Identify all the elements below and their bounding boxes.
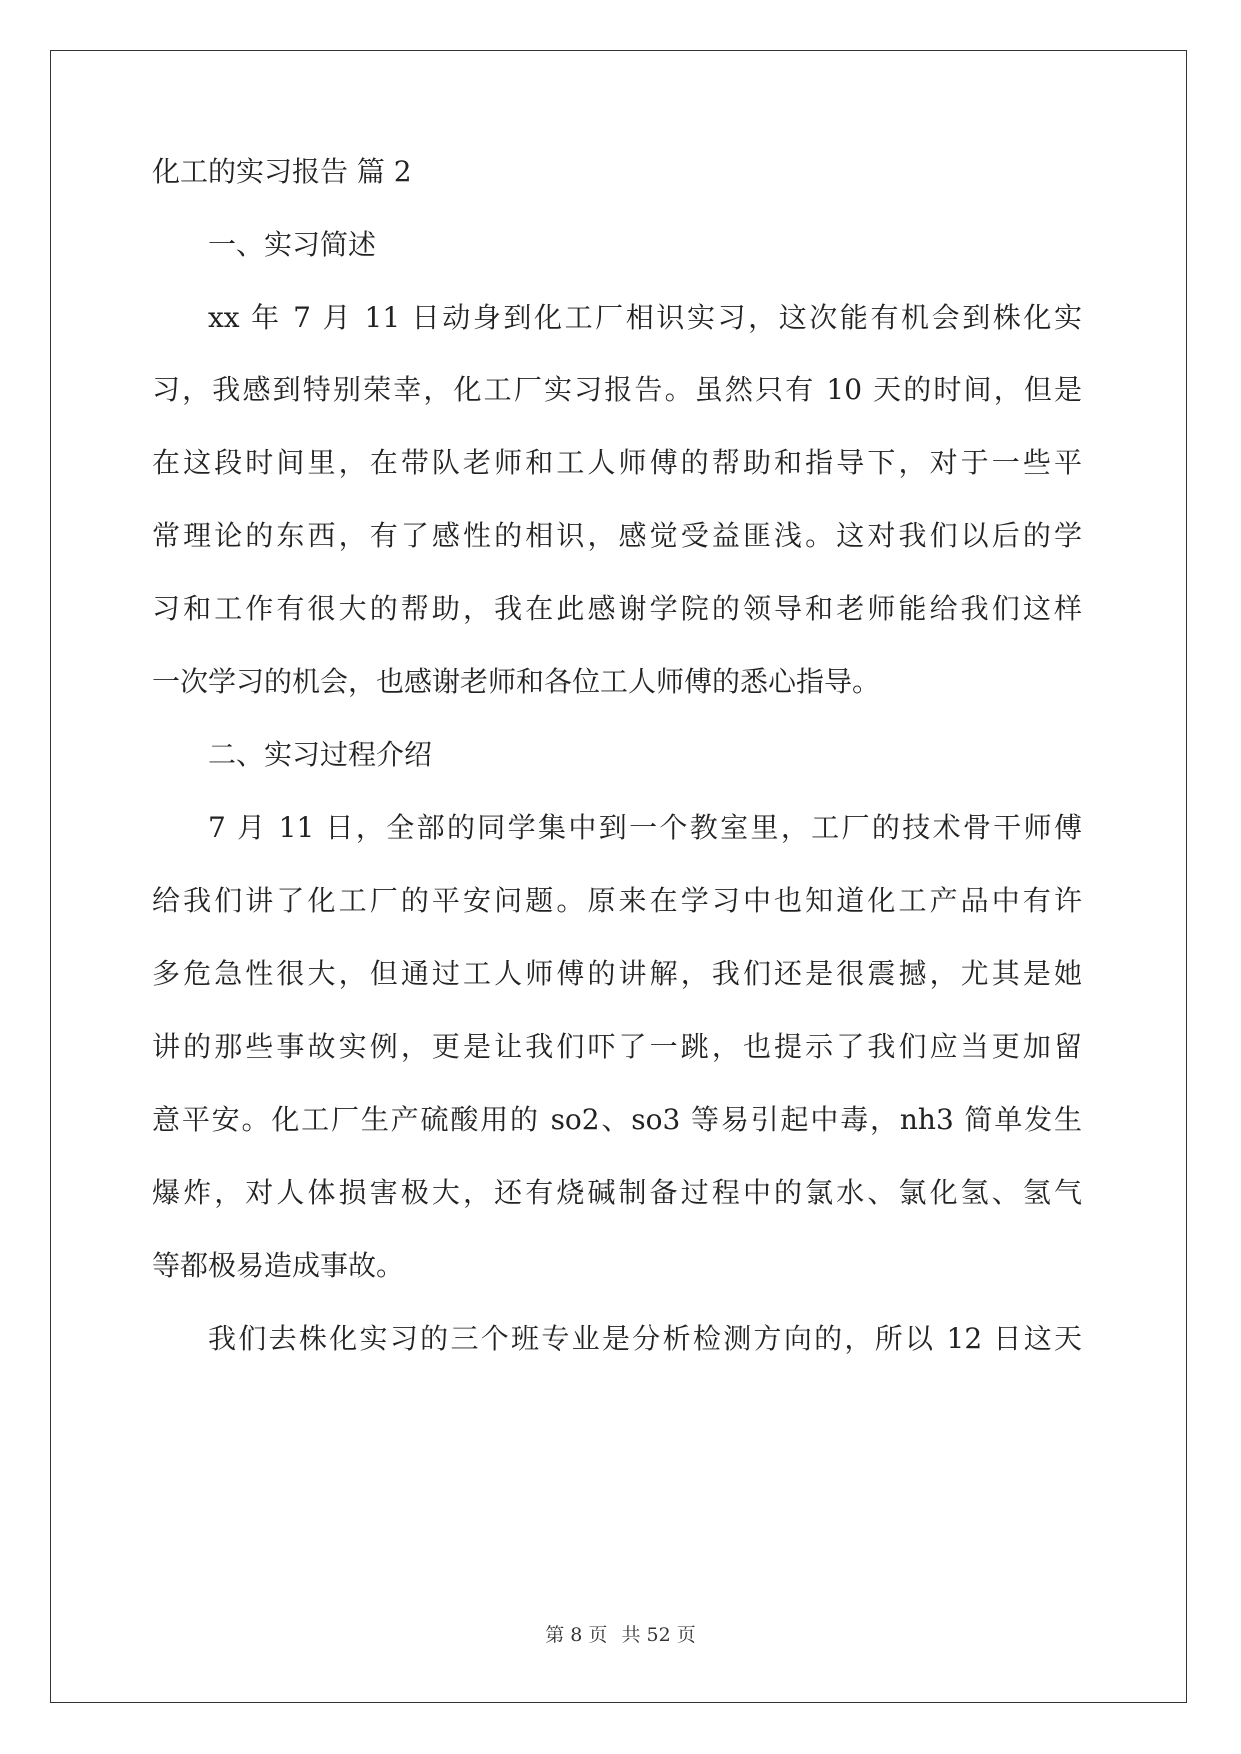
- paragraph-line: 7 月 11 日，全部的同学集中到一个教室里，工厂的技术骨干师傅: [208, 811, 1082, 844]
- document-title: 化工的实习报告 篇 2: [152, 155, 412, 188]
- paragraph-line: 习和工作有很大的帮助，我在此感谢学院的领导和老师能给我们这样: [152, 592, 1082, 625]
- section-heading-2: 二、实习过程介绍: [208, 738, 433, 771]
- page-number: 第 8 页: [545, 1624, 608, 1646]
- page-total: 共 52 页: [621, 1624, 696, 1646]
- paragraph-line: 常理论的东西，有了感性的相识，感觉受益匪浅。这对我们以后的学: [152, 519, 1082, 552]
- paragraph-line: 一次学习的机会，也感谢老师和各位工人师傅的悉心指导。: [152, 665, 881, 698]
- paragraph-line: 多危急性很大，但通过工人师傅的讲解，我们还是很震撼，尤其是她: [152, 957, 1082, 990]
- paragraph-line: 等都极易造成事故。: [152, 1249, 405, 1282]
- page-footer: [0, 1620, 1241, 1647]
- paragraph-line: 我们去株化实习的三个班专业是分析检测方向的，所以 12 日这天: [208, 1322, 1082, 1355]
- paragraph-line: 给我们讲了化工厂的平安问题。原来在学习中也知道化工产品中有许: [152, 884, 1082, 917]
- section-heading-1: 一、实习简述: [208, 228, 377, 261]
- paragraph-line: 爆炸，对人体损害极大，还有烧碱制备过程中的氯水、氯化氢、氢气: [152, 1176, 1082, 1209]
- paragraph-line: 讲的那些事故实例，更是让我们吓了一跳，也提示了我们应当更加留: [152, 1030, 1082, 1063]
- paragraph-line: xx 年 7 月 11 日动身到化工厂相识实习，这次能有机会到株化实: [208, 301, 1082, 334]
- paragraph-line: 在这段时间里，在带队老师和工人师傅的帮助和指导下，对于一些平: [152, 446, 1082, 479]
- paragraph-line: 意平安。化工厂生产硫酸用的 so2、so3 等易引起中毒，nh3 简单发生: [152, 1103, 1082, 1136]
- paragraph-line: 习，我感到特别荣幸，化工厂实习报告。虽然只有 10 天的时间，但是: [152, 373, 1082, 406]
